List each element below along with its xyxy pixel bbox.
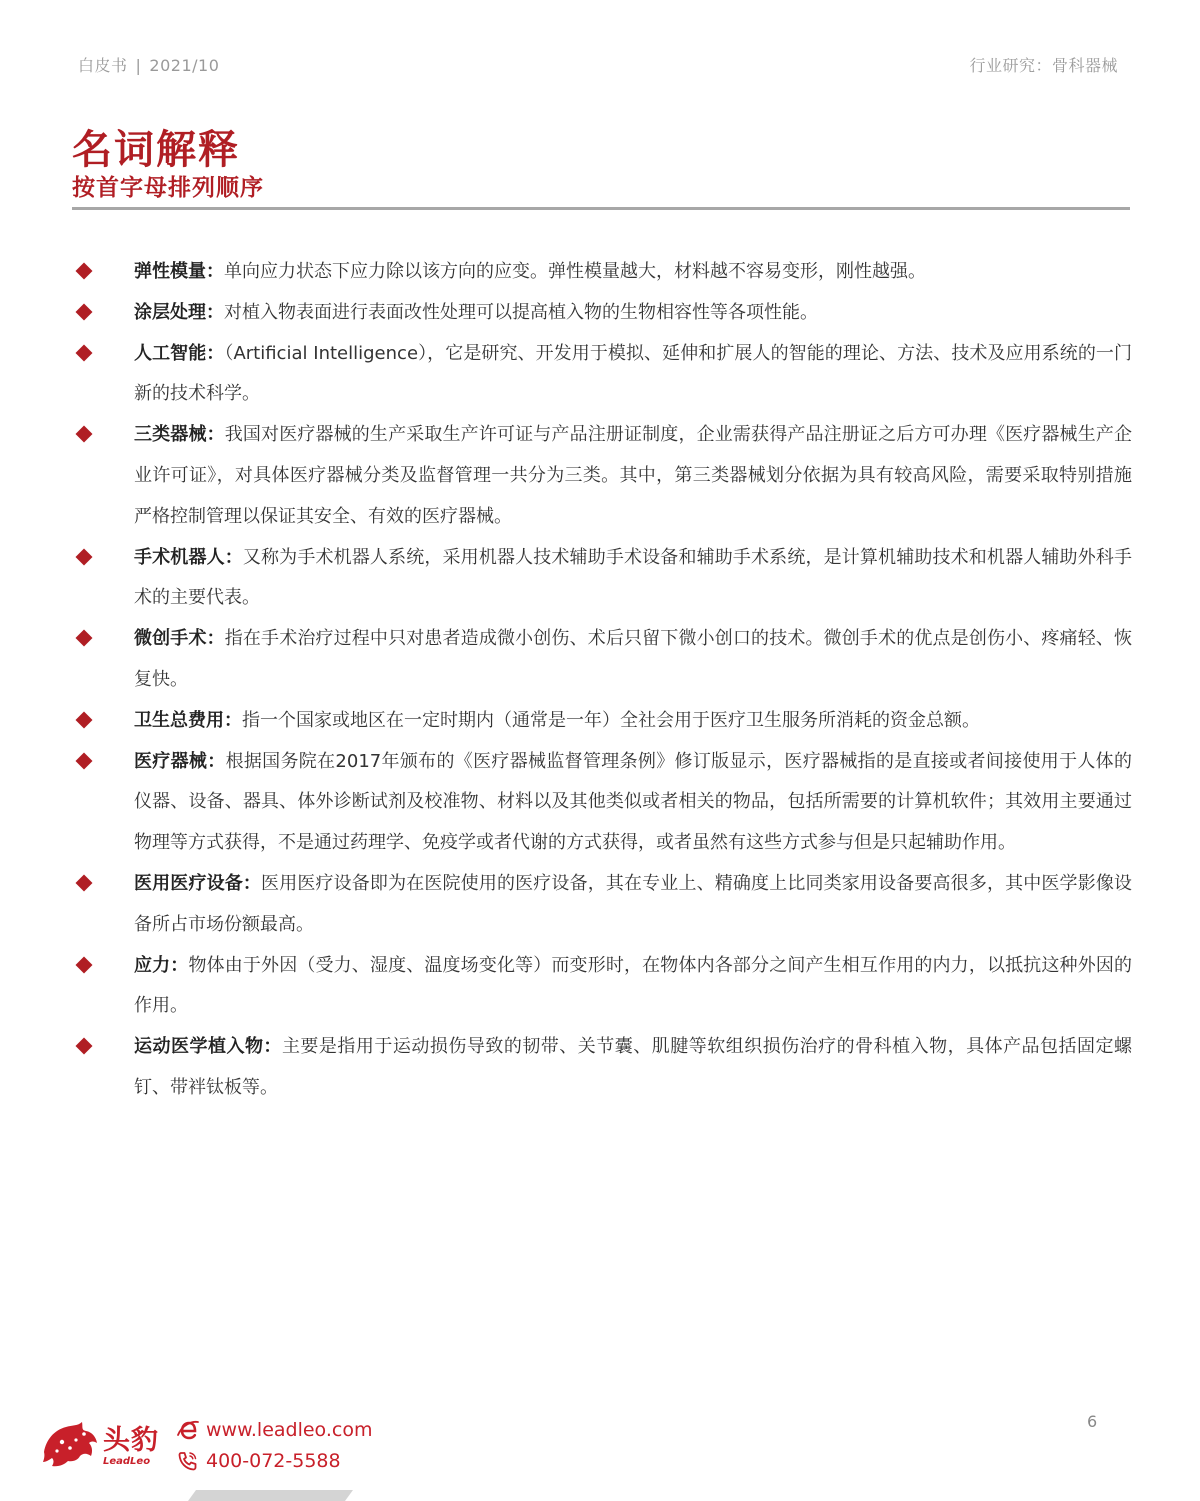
diamond-bullet-icon — [76, 752, 93, 769]
glossary-definition: 我国对医疗器械的生产采取生产许可证与产品注册证制度，企业需获得产品注册证之后方可办理《医疗器械生产企业许可证》，对具体医疗器械分类及监督管理一共分为三类。其中，第三类器械划分依据为具有较高风险，需要采取特别措施严格控制管理以保证其安全、有效的医疗器械。 — [134, 424, 1133, 527]
header-date: 2021/10 — [149, 56, 220, 75]
glossary-term: 卫生总费用： — [134, 709, 242, 731]
glossary-item — [72, 415, 1132, 537]
brand-name-cn: 头豹 — [103, 1425, 159, 1456]
phone-icon — [176, 1450, 200, 1472]
header-separator: | — [135, 56, 142, 75]
brand-name-en: LeadLeo — [103, 1456, 151, 1467]
header-doc-type: 白皮书 — [78, 56, 128, 75]
glossary-definition: 根据国务院在2017年颁布的《医疗器械监督管理条例》修订版显示，医疗器械指的是直接或者间接使用于人体的仪器、设备、器具、体外诊断试剂及校准物、材料以及其他类似或者相关的物品，包括所需要的计算机软件；其效用主要通过物理等方式获得，不是通过药理学、免疫学或者代谢的方式获得，或者虽然有这些方式参与但是只起辅助作用。 — [134, 750, 1132, 854]
header-category: 行业研究：骨科器械 — [969, 56, 1118, 75]
diamond-bullet-icon — [76, 874, 93, 891]
glossary-term: 微创手术： — [134, 628, 225, 650]
glossary-item — [72, 334, 1132, 416]
glossary-definition: 指在手术治疗过程中只对患者造成微小创伤、术后只留下微小创口的技术。微创手术的优点是创伤小、疼痛轻、恢复快。 — [134, 628, 1133, 690]
website-contact — [176, 1419, 372, 1441]
footer-accent-bar — [188, 1490, 353, 1501]
page-number: 6 — [1087, 1412, 1098, 1431]
glossary-term: 应力： — [134, 954, 189, 976]
diamond-bullet-icon — [76, 711, 93, 728]
diamond-bullet-icon — [76, 344, 93, 361]
glossary-definition: （Artificial Intelligence），它是研究、开发用于模拟、延伸和扩展人的智能的理论、方法、技术及应用系统的一门新的技术科学。 — [134, 342, 1132, 405]
diamond-bullet-icon — [76, 263, 93, 280]
glossary-definition: 医用医疗设备即为在医院使用的医疗设备，其在专业上、精确度上比同类家用设备要高很多，其中医学影像设备所占市场份额最高。 — [134, 872, 1133, 935]
glossary-list — [72, 252, 1132, 1109]
page-title: 名词解释 — [72, 127, 240, 173]
glossary-term: 医疗器械： — [134, 750, 226, 772]
glossary-term: 医用医疗设备： — [134, 872, 262, 894]
leopard-logo-icon — [40, 1418, 100, 1470]
phone-contact — [176, 1450, 341, 1472]
phone-number: 400-072-5588 — [206, 1450, 341, 1472]
glossary-item — [72, 701, 1132, 742]
glossary-term: 涂层处理： — [134, 301, 224, 323]
diamond-bullet-icon — [76, 956, 93, 973]
title-divider — [72, 207, 1130, 210]
glossary-term: 手术机器人： — [134, 546, 243, 568]
glossary-term: 弹性模量： — [134, 261, 224, 282]
glossary-definition: 主要是指用于运动损伤导致的韧带、关节囊、肌腱等软组织损伤治疗的骨科植入物，具体产品包括固定螺钉、带袢钛板等。 — [134, 1036, 1133, 1098]
glossary-item — [72, 619, 1132, 701]
glossary-item — [72, 864, 1132, 946]
glossary-item — [72, 742, 1132, 864]
diamond-bullet-icon — [76, 1038, 93, 1055]
website-link[interactable]: www.leadleo.com — [206, 1419, 373, 1441]
glossary-term: 人工智能： — [134, 342, 225, 364]
glossary-term: 运动医学植入物： — [134, 1036, 282, 1058]
glossary-item — [72, 946, 1132, 1028]
glossary-definition: 对植入物表面进行表面改性处理可以提高植入物的生物相容性等各项性能。 — [224, 301, 818, 323]
glossary-item — [72, 252, 1132, 293]
glossary-item — [72, 293, 1132, 334]
diamond-bullet-icon — [76, 426, 93, 443]
glossary-definition: 指一个国家或地区在一定时期内（通常是一年）全社会用于医疗卫生服务所消耗的资金总额。 — [242, 709, 980, 731]
glossary-term: 三类器械： — [134, 424, 225, 446]
page-subtitle: 按首字母排列顺序 — [72, 175, 264, 201]
diamond-bullet-icon — [76, 303, 93, 320]
diamond-bullet-icon — [76, 630, 93, 647]
glossary-item — [72, 1027, 1132, 1109]
glossary-definition: 又称为手术机器人系统，采用机器人技术辅助手术设备和辅助手术系统，是计算机辅助技术和机器人辅助外科手术的主要代表。 — [134, 546, 1132, 609]
web-e-icon — [176, 1419, 200, 1441]
diamond-bullet-icon — [76, 548, 93, 565]
glossary-definition: 单向应力状态下应力除以该方向的应变。弹性模量越大，材料越不容易变形，刚性越强。 — [224, 261, 926, 282]
glossary-definition: 物体由于外因（受力、湿度、温度场变化等）而变形时，在物体内各部分之间产生相互作用的内力，以抵抗这种外因的作用。 — [134, 954, 1133, 1017]
header-doc-info — [78, 53, 219, 76]
glossary-item — [72, 538, 1132, 620]
